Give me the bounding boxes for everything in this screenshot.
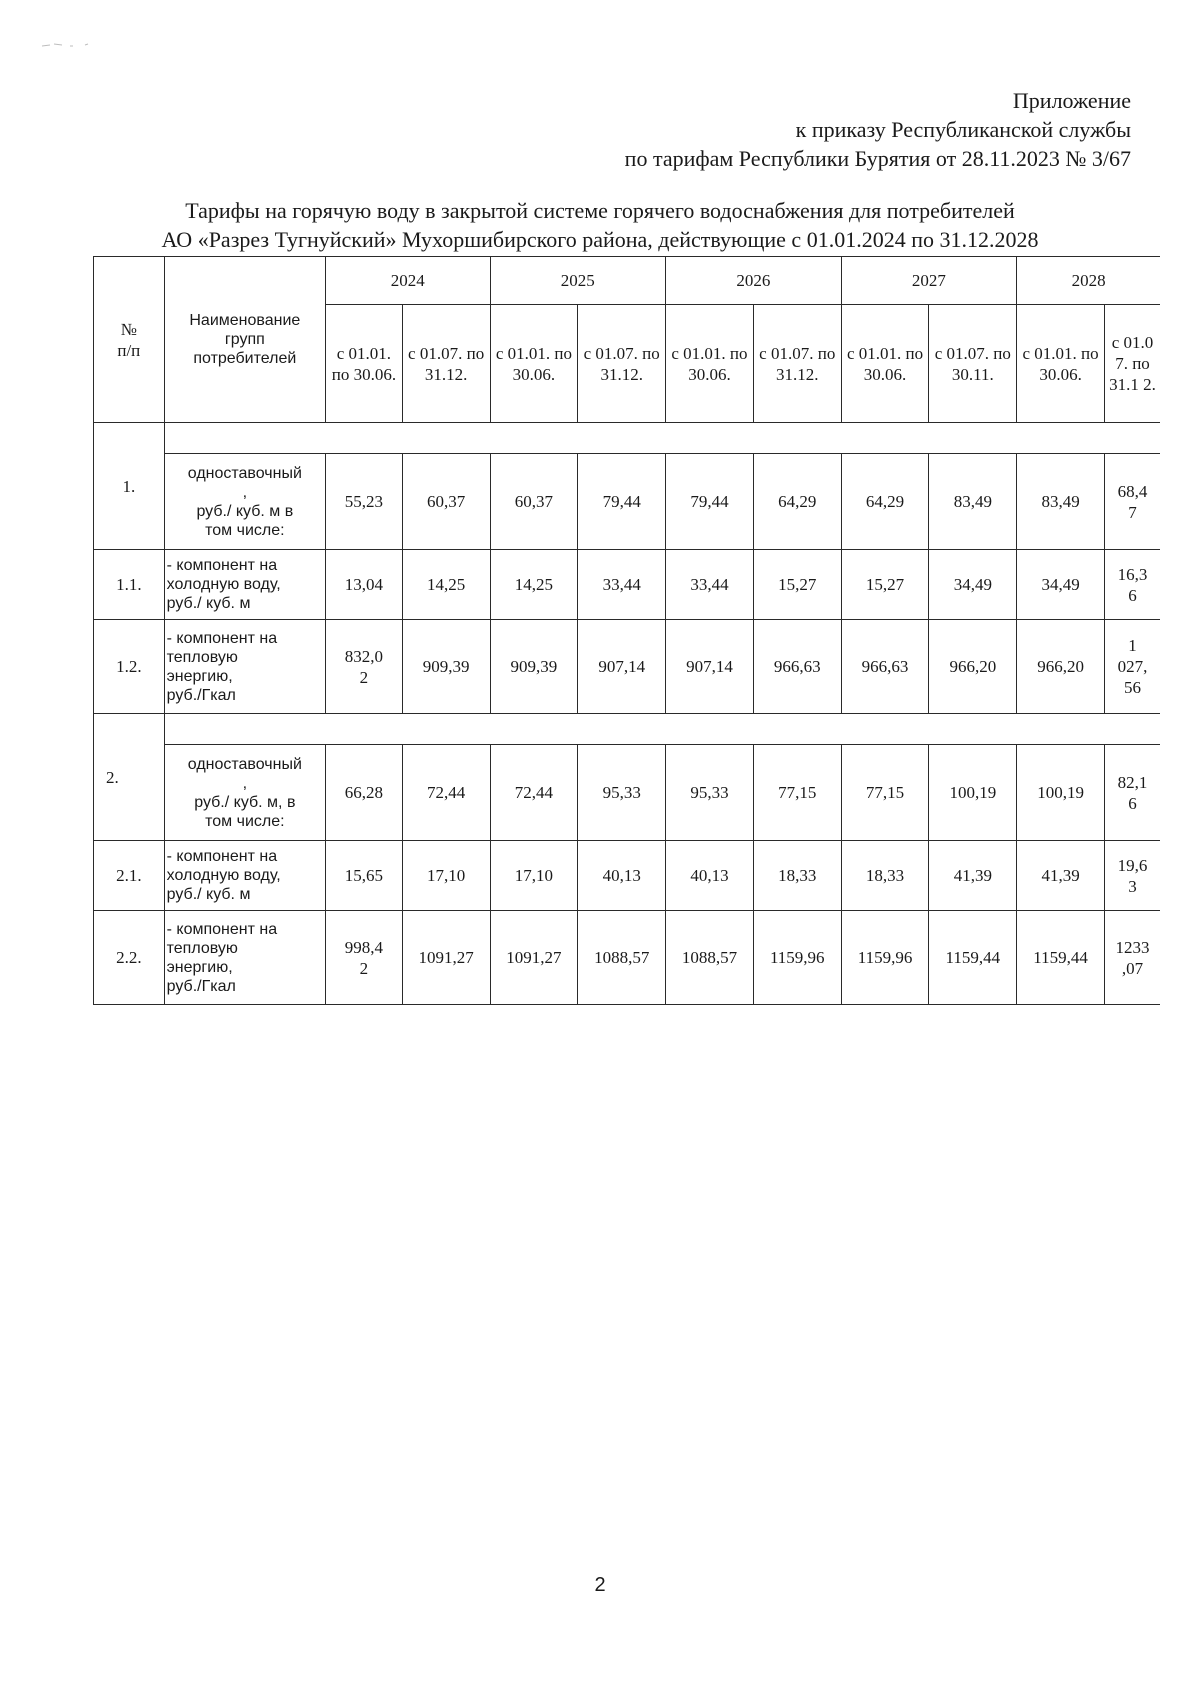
table-cell: 832,0 2	[326, 620, 403, 714]
header-num: № п/п	[94, 257, 165, 423]
table-cell: 17,10	[490, 841, 578, 911]
table-row	[94, 454, 1161, 550]
table-cell: 1088,57	[578, 911, 666, 1005]
table-cell: 909,39	[490, 620, 578, 714]
table-cell: 966,63	[841, 620, 929, 714]
header-year: 2024	[326, 257, 490, 305]
header-period: с 01.01. по 30.06.	[326, 305, 403, 423]
table-cell: 40,13	[578, 841, 666, 911]
row-name: - компонент на тепловую энергию, руб./Гкал	[164, 620, 325, 714]
header-period: с 01.07. по 31.12.	[753, 305, 841, 423]
table-cell: 72,44	[402, 745, 490, 841]
table-row	[94, 911, 1161, 1005]
table-cell: 1091,27	[490, 911, 578, 1005]
table-cell: 1 027, 56	[1104, 620, 1160, 714]
row-name: - компонент на тепловую энергию, руб./Гкал	[164, 911, 325, 1005]
row-num: 1.2.	[94, 620, 165, 714]
appendix-header	[625, 86, 1131, 173]
header-period: с 01.07. по 30.11.	[929, 305, 1017, 423]
table-cell: 68,4 7	[1104, 454, 1160, 550]
header-period: с 01.01. по 30.06.	[1017, 305, 1105, 423]
group-spacer-row	[94, 423, 1161, 454]
table-cell: 14,25	[490, 550, 578, 620]
table-cell: 34,49	[1017, 550, 1105, 620]
appendix-line: по тарифам Республики Бурятия от 28.11.2023 № 3/67	[624, 146, 1131, 171]
row-name: одноставочный , руб./ куб. м, в том числе:	[164, 745, 325, 841]
table-cell: 66,28	[326, 745, 403, 841]
table-cell: 95,33	[578, 745, 666, 841]
row-num: 1.1.	[94, 550, 165, 620]
row-num: 1.	[94, 423, 165, 550]
table-cell: 100,19	[929, 745, 1017, 841]
header-year: 2027	[841, 257, 1017, 305]
table-cell: 72,44	[490, 745, 578, 841]
header-name: Наименование групп потребителей	[164, 257, 325, 423]
table-cell: 1091,27	[402, 911, 490, 1005]
title-line: Тарифы на горячую воду в закрытой системе горячего водоснабжения для потребителей	[185, 198, 1015, 223]
table-cell: 77,15	[753, 745, 841, 841]
header-period: с 01.07. по 31.12.	[578, 305, 666, 423]
header-year: 2026	[666, 257, 842, 305]
tariff-table	[93, 256, 1160, 1005]
table-cell: 100,19	[1017, 745, 1105, 841]
table-cell: 966,63	[753, 620, 841, 714]
appendix-line: к приказу Республиканской службы	[795, 117, 1131, 142]
table-cell: 82,1 6	[1104, 745, 1160, 841]
table-cell: 64,29	[753, 454, 841, 550]
table-cell: 34,49	[929, 550, 1017, 620]
header-period: с 01.01. по 30.06.	[490, 305, 578, 423]
header-year: 2025	[490, 257, 666, 305]
table-cell: 998,4 2	[326, 911, 403, 1005]
header-period: с 01.01. по 30.06.	[841, 305, 929, 423]
table-cell: 1159,96	[841, 911, 929, 1005]
table-cell: 40,13	[666, 841, 754, 911]
scan-artifact	[40, 40, 120, 50]
table-cell: 79,44	[666, 454, 754, 550]
table-cell: 1088,57	[666, 911, 754, 1005]
table-cell: 18,33	[753, 841, 841, 911]
table-cell: 14,25	[402, 550, 490, 620]
table-cell: 966,20	[1017, 620, 1105, 714]
table-cell: 17,10	[402, 841, 490, 911]
table-cell: 16,3 6	[1104, 550, 1160, 620]
table-cell: 1233 ,07	[1104, 911, 1160, 1005]
page-number: 2	[594, 1574, 606, 1596]
table-cell: 41,39	[929, 841, 1017, 911]
row-name: одноставочный , руб./ куб. м в том числе:	[164, 454, 325, 550]
table-cell: 83,49	[1017, 454, 1105, 550]
row-num: 2.2.	[94, 911, 165, 1005]
table-cell: 13,04	[326, 550, 403, 620]
table-cell: 19,6 3	[1104, 841, 1160, 911]
table-cell: 33,44	[666, 550, 754, 620]
table-cell: 1159,96	[753, 911, 841, 1005]
table-row	[94, 620, 1161, 714]
table-cell: 907,14	[666, 620, 754, 714]
row-num: 2.	[94, 714, 165, 841]
table-cell: 55,23	[326, 454, 403, 550]
table-cell: 966,20	[929, 620, 1017, 714]
table-cell: 33,44	[578, 550, 666, 620]
table-cell: 15,27	[753, 550, 841, 620]
header-period: с 01.0 7. по 31.1 2.	[1104, 305, 1160, 423]
group-spacer-row	[94, 714, 1161, 745]
row-name: - компонент на холодную воду, руб./ куб. м	[164, 841, 325, 911]
table-cell: 18,33	[841, 841, 929, 911]
header-years-row	[94, 257, 1161, 305]
appendix-line: Приложение	[1012, 88, 1131, 113]
table-cell: 15,27	[841, 550, 929, 620]
header-period: с 01.07. по 31.12.	[402, 305, 490, 423]
title-line: АО «Разрез Тугнуйский» Мухоршибирского района, действующие с 01.01.2024 по 31.12.2028	[161, 227, 1039, 252]
row-num: 2.1.	[94, 841, 165, 911]
table-cell: 60,37	[490, 454, 578, 550]
table-cell: 15,65	[326, 841, 403, 911]
table-cell: 60,37	[402, 454, 490, 550]
table-cell: 83,49	[929, 454, 1017, 550]
document-title	[0, 196, 1200, 254]
table-cell: 41,39	[1017, 841, 1105, 911]
header-year: 2028	[1017, 257, 1160, 305]
row-name: - компонент на холодную воду, руб./ куб. м	[164, 550, 325, 620]
table-row	[94, 745, 1161, 841]
table-cell: 64,29	[841, 454, 929, 550]
table-row	[94, 550, 1161, 620]
table-row	[94, 841, 1161, 911]
table-cell: 1159,44	[929, 911, 1017, 1005]
table-cell: 907,14	[578, 620, 666, 714]
spacer-cell	[164, 423, 1160, 454]
spacer-cell	[164, 714, 1160, 745]
table-cell: 77,15	[841, 745, 929, 841]
table-cell: 79,44	[578, 454, 666, 550]
table-cell: 1159,44	[1017, 911, 1105, 1005]
table-cell: 909,39	[402, 620, 490, 714]
header-period: с 01.01. по 30.06.	[666, 305, 754, 423]
table-cell: 95,33	[666, 745, 754, 841]
